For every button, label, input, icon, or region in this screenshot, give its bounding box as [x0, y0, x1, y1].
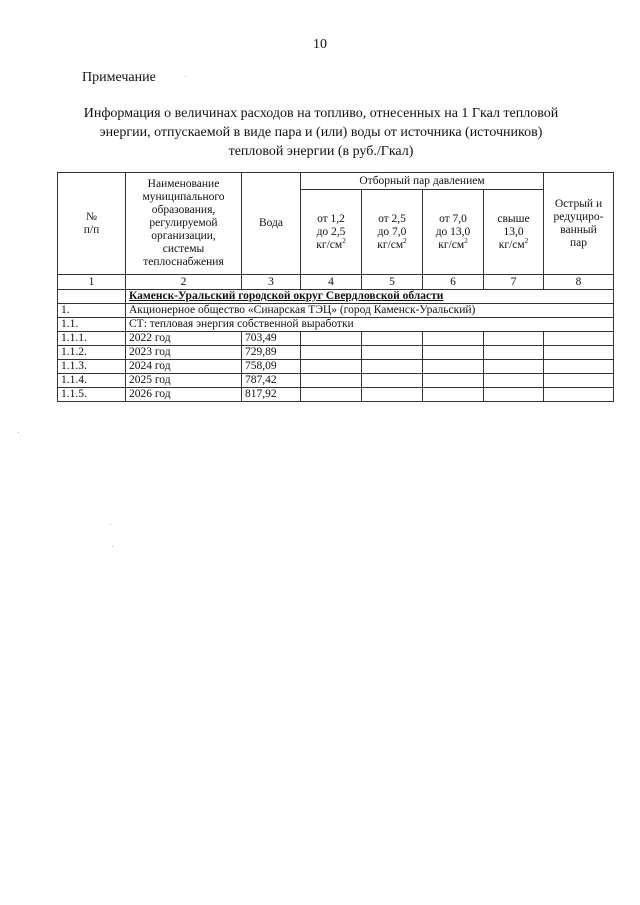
- table-row: [58, 332, 614, 346]
- column-number: 6: [423, 275, 484, 290]
- header-acute-steam: Острый и редуциро- ванный пар: [544, 173, 614, 275]
- row-num: 1.1.5.: [58, 388, 126, 402]
- header-pressure-2: от 2,5 до 7,0 $кг/см^2$: [362, 190, 423, 275]
- title-line: Информация о величинах расходов на топливо, отнесенных на 1 Гкал тепловой: [83, 106, 559, 121]
- header-water: Вода: [242, 173, 301, 275]
- table-row: [58, 360, 614, 374]
- row-num: 1.1.4.: [58, 374, 126, 388]
- row-water-value: 787,42: [242, 374, 301, 388]
- header-pressure-4: свыше 13,0 $кг/см^2$: [484, 190, 544, 275]
- column-number: 5: [362, 275, 423, 290]
- row-year: 2024 год: [126, 360, 242, 374]
- column-number: 3: [242, 275, 301, 290]
- scan-speck: [185, 76, 186, 77]
- column-number: 8: [544, 275, 614, 290]
- organization-name: Акционерное общество «Синарская ТЭЦ» (город Каменск-Уральский): [126, 304, 614, 318]
- organization-row: [58, 304, 614, 318]
- title-line: энергии, отпускаемой в виде пара и (или) воды от источника (источников): [99, 125, 543, 140]
- column-numbers-row: [58, 275, 614, 290]
- row-water-value: 817,92: [242, 388, 301, 402]
- row-num: 1.1.1.: [58, 332, 126, 346]
- scan-speck: [18, 432, 19, 433]
- header-name: Наименование муниципального образования, регулируемой организации, системы теплоснабжения: [126, 173, 242, 275]
- system-name: СТ: тепловая энергия собственной выработки: [126, 318, 614, 332]
- row-year: 2026 год: [126, 388, 242, 402]
- page-number: 10: [313, 37, 327, 52]
- row-water-value: 703,49: [242, 332, 301, 346]
- region-name: Каменск-Уральский городской округ Свердловской области: [126, 290, 614, 304]
- header-steam-group: Отборный пар давлением: [301, 173, 544, 190]
- row-num: 1.1.3.: [58, 360, 126, 374]
- note-label: Примечание: [82, 70, 156, 85]
- table-row: [58, 388, 614, 402]
- scan-speck: [112, 546, 113, 547]
- table-row: [58, 374, 614, 388]
- header-pressure-1: от 1,2 до 2,5 $кг/см^2$: [301, 190, 362, 275]
- system-num: 1.1.: [58, 318, 126, 332]
- region-row: [58, 290, 614, 304]
- title-line: тепловой энергии (в руб./Гкал): [228, 144, 414, 159]
- column-number: 1: [58, 275, 126, 290]
- fuel-cost-table: [57, 172, 614, 402]
- header-num: № п/п: [58, 173, 126, 275]
- column-number: 7: [484, 275, 544, 290]
- column-number: 4: [301, 275, 362, 290]
- row-year: 2022 год: [126, 332, 242, 346]
- row-num: 1.1.2.: [58, 346, 126, 360]
- row-year: 2025 год: [126, 374, 242, 388]
- document-title: [80, 104, 562, 161]
- row-water-value: 758,09: [242, 360, 301, 374]
- column-number: 2: [126, 275, 242, 290]
- row-year: 2023 год: [126, 346, 242, 360]
- table-row: [58, 346, 614, 360]
- row-water-value: 729,89: [242, 346, 301, 360]
- system-row: [58, 318, 614, 332]
- scan-speck: [110, 524, 111, 525]
- header-pressure-3: от 7,0 до 13,0 $кг/см^2$: [423, 190, 484, 275]
- organization-num: 1.: [58, 304, 126, 318]
